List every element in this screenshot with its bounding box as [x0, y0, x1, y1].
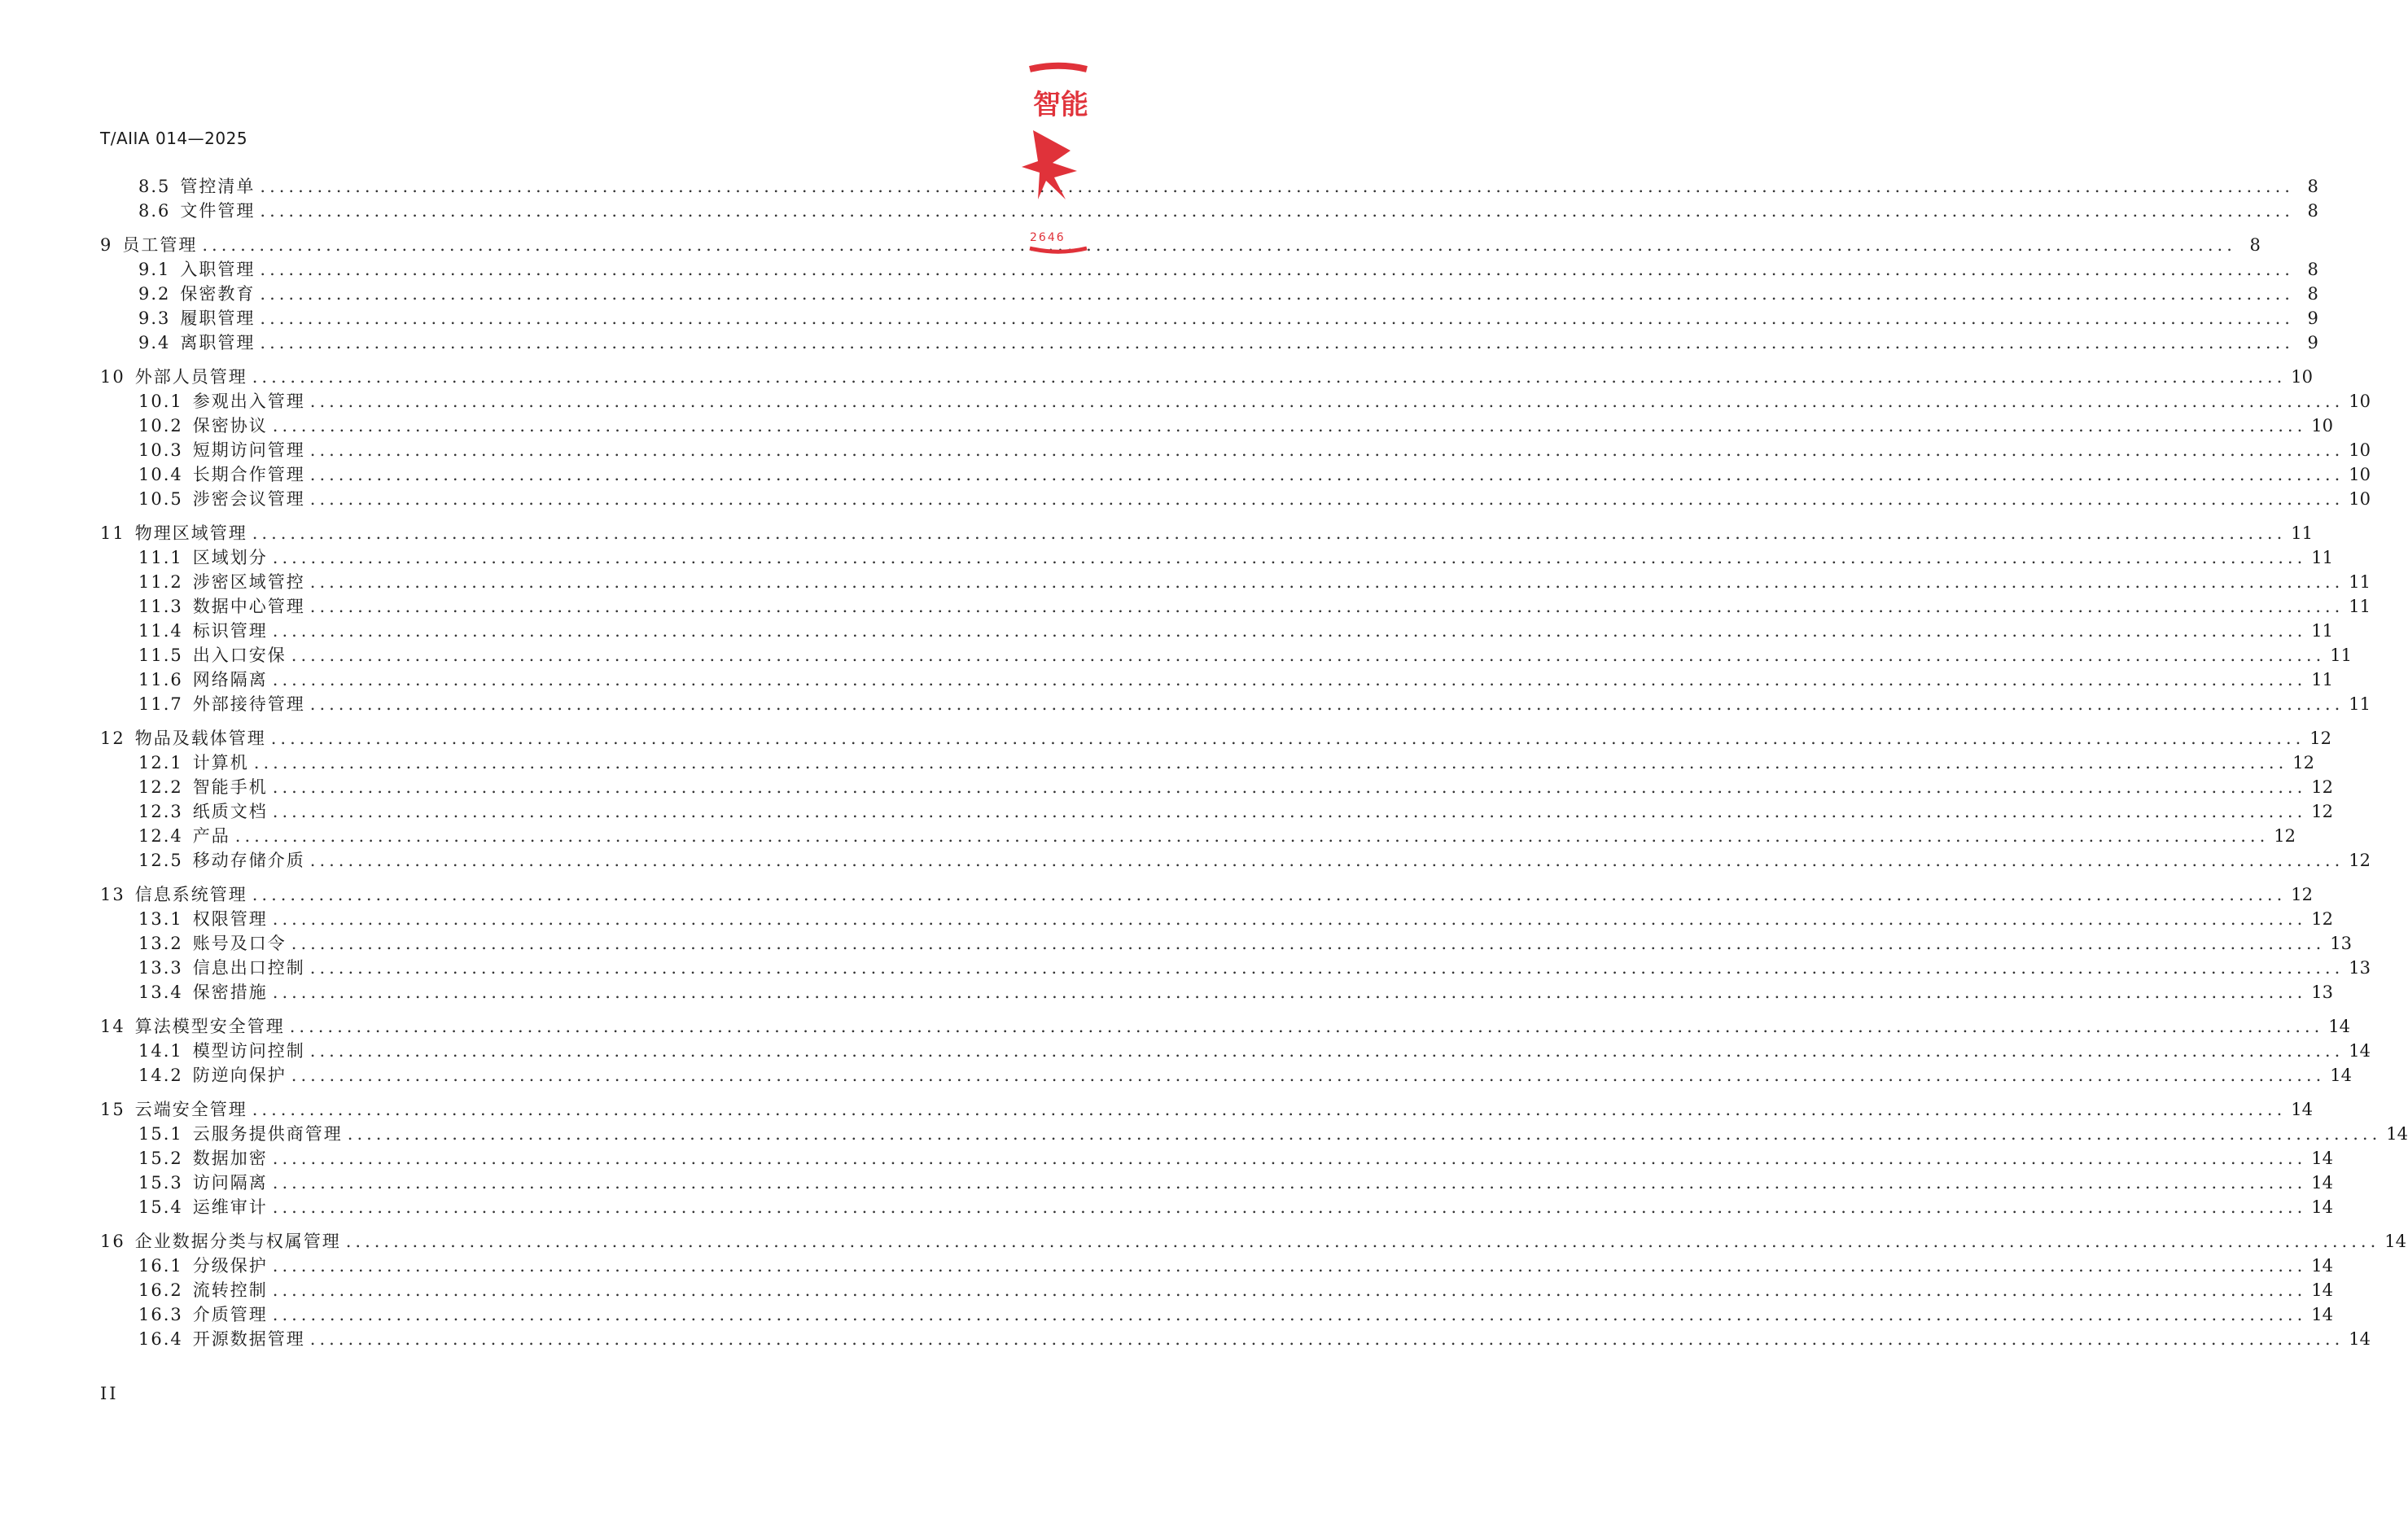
entry-number: 15 [100, 1100, 125, 1119]
dot-leader [235, 824, 2270, 848]
dot-leader [310, 570, 2345, 594]
dot-leader [310, 692, 2345, 716]
dot-leader [310, 1327, 2345, 1351]
entry-page-number: 14 [2386, 1124, 2408, 1144]
toc-section-entry[interactable] [100, 907, 2334, 931]
dot-leader [252, 365, 2287, 389]
entry-title: 入职管理 [180, 260, 256, 279]
toc-chapter-entry[interactable] [100, 521, 2313, 545]
entry-page-number: 10 [2349, 489, 2371, 509]
toc-group [100, 1014, 2371, 1088]
entry-number: 10.3 [138, 440, 183, 460]
dot-leader [252, 521, 2287, 545]
dot-leader [291, 643, 2326, 667]
entry-number: 11.4 [138, 621, 183, 641]
entry-number: 16.3 [138, 1305, 183, 1324]
entry-page-number: 8 [2307, 260, 2318, 279]
toc-chapter-entry[interactable] [100, 365, 2313, 389]
entry-title: 分级保护 [192, 1256, 268, 1276]
toc-section-entry[interactable] [100, 174, 2318, 199]
svg-text:2646: 2646 [1030, 231, 1066, 244]
entry-title: 数据中心管理 [192, 597, 305, 616]
entry-page-number: 12 [2292, 753, 2315, 772]
entry-title: 参观出入管理 [192, 392, 305, 411]
toc-section-entry[interactable] [100, 956, 2371, 980]
dot-leader [271, 726, 2305, 751]
entry-page-number: 14 [2384, 1232, 2406, 1251]
entry-page-number: 14 [2311, 1197, 2334, 1217]
entry-title: 算法模型安全管理 [134, 1017, 285, 1036]
entry-page-number: 8 [2307, 177, 2318, 196]
entry-number: 14.2 [138, 1066, 183, 1085]
dot-leader [290, 1014, 2324, 1039]
entry-number: 16 [100, 1232, 125, 1251]
entry-page-number: 11 [2330, 646, 2353, 665]
entry-page-number: 8 [2307, 201, 2318, 221]
toc-section-entry[interactable] [100, 306, 2318, 330]
entry-page-number: 12 [2311, 777, 2334, 797]
toc-section-entry[interactable] [100, 389, 2371, 414]
entry-page-number: 14 [2311, 1305, 2334, 1324]
dot-leader [291, 1063, 2326, 1088]
entry-title: 保密教育 [180, 284, 256, 304]
dot-leader [260, 199, 2294, 223]
dot-leader [260, 257, 2294, 282]
toc-chapter-entry[interactable] [100, 1097, 2313, 1122]
entry-page-number: 10 [2349, 392, 2371, 411]
entry-number: 8.6 [138, 201, 171, 221]
toc-section-entry[interactable] [100, 414, 2334, 438]
toc-section-entry[interactable] [100, 824, 2296, 848]
entry-number: 11.2 [138, 572, 183, 592]
dot-leader [348, 1122, 2382, 1146]
entry-page-number: 11 [2349, 694, 2371, 714]
entry-title: 涉密会议管理 [192, 489, 305, 509]
dot-leader [273, 545, 2307, 570]
entry-number: 13.1 [138, 909, 183, 929]
entry-number: 12.5 [138, 851, 183, 870]
toc-section-entry[interactable] [100, 1278, 2334, 1302]
toc-chapter-entry[interactable] [100, 882, 2313, 907]
entry-title: 网络隔离 [192, 670, 268, 689]
entry-page-number: 8 [2249, 235, 2261, 255]
entry-page-number: 12 [2311, 909, 2334, 929]
toc-section-entry[interactable] [100, 775, 2334, 799]
entry-title: 短期访问管理 [192, 440, 305, 460]
dot-leader [273, 1278, 2307, 1302]
dot-leader [260, 330, 2294, 355]
entry-title: 数据加密 [192, 1149, 268, 1168]
entry-page-number: 14 [2328, 1017, 2350, 1036]
dot-leader [260, 282, 2294, 306]
toc-section-entry[interactable] [100, 1327, 2371, 1351]
entry-number: 10.4 [138, 465, 183, 484]
toc-section-entry[interactable] [100, 594, 2371, 619]
dot-leader [273, 1195, 2307, 1219]
entry-page-number: 12 [2349, 851, 2371, 870]
entry-title: 模型访问控制 [192, 1041, 305, 1061]
entry-number: 15.2 [138, 1149, 183, 1168]
entry-title: 履职管理 [180, 309, 256, 328]
entry-title: 区域划分 [192, 548, 268, 567]
toc-section-entry[interactable] [100, 1254, 2334, 1278]
entry-title: 长期合作管理 [192, 465, 305, 484]
entry-title: 运维审计 [192, 1197, 268, 1217]
toc-section-entry[interactable] [100, 462, 2371, 487]
dot-leader [291, 931, 2326, 956]
entry-title: 保密协议 [192, 416, 268, 435]
toc-section-entry[interactable] [100, 751, 2315, 775]
entry-title: 离职管理 [180, 333, 256, 352]
entry-title: 移动存储介质 [192, 851, 305, 870]
entry-number: 13.4 [138, 983, 183, 1002]
entry-page-number: 14 [2311, 1280, 2334, 1300]
entry-page-number: 11 [2291, 523, 2313, 543]
entry-number: 10.2 [138, 416, 183, 435]
dot-leader [273, 907, 2307, 931]
dot-leader [310, 487, 2345, 511]
entry-page-number: 10 [2291, 367, 2313, 387]
dot-leader [273, 1254, 2307, 1278]
entry-number: 9.4 [138, 333, 171, 352]
toc-section-entry[interactable] [100, 1195, 2334, 1219]
entry-title: 管控清单 [180, 177, 256, 196]
toc-section-entry[interactable] [100, 1302, 2334, 1327]
dot-leader [346, 1229, 2380, 1254]
toc-group [100, 174, 2318, 223]
entry-title: 物品及载体管理 [134, 729, 266, 748]
entry-number: 15.4 [138, 1197, 183, 1217]
entry-page-number: 14 [2311, 1149, 2334, 1168]
dot-leader [310, 1039, 2345, 1063]
page-number: II [100, 1384, 119, 1403]
dot-leader [310, 438, 2345, 462]
entry-title: 纸质文档 [192, 802, 268, 821]
entry-title: 账号及口令 [192, 934, 287, 953]
entry-number: 14.1 [138, 1041, 183, 1061]
dot-leader [310, 389, 2345, 414]
dot-leader [310, 956, 2345, 980]
entry-title: 保密措施 [192, 983, 268, 1002]
entry-number: 13.2 [138, 934, 183, 953]
entry-number: 12.2 [138, 777, 183, 797]
toc-chapter-entry[interactable] [100, 726, 2331, 751]
red-seal-stamp [1022, 65, 1088, 301]
entry-title: 信息出口控制 [192, 958, 305, 978]
svg-text:智能: 智能 [1033, 89, 1088, 121]
toc-section-entry[interactable] [100, 570, 2371, 594]
entry-number: 11.1 [138, 548, 183, 567]
entry-title: 外部人员管理 [134, 367, 247, 387]
entry-number: 11.5 [138, 646, 183, 665]
entry-number: 13 [100, 885, 125, 904]
entry-page-number: 14 [2291, 1100, 2313, 1119]
toc-section-entry[interactable] [100, 257, 2318, 282]
entry-title: 外部接待管理 [192, 694, 305, 714]
entry-number: 12.1 [138, 753, 183, 772]
entry-number: 9.1 [138, 260, 171, 279]
entry-title: 云端安全管理 [134, 1100, 247, 1119]
entry-number: 9.3 [138, 309, 171, 328]
entry-title: 访问隔离 [192, 1173, 268, 1193]
entry-number: 11.7 [138, 694, 183, 714]
entry-page-number: 10 [2349, 465, 2371, 484]
entry-page-number: 11 [2311, 548, 2334, 567]
entry-page-number: 11 [2349, 597, 2371, 616]
entry-number: 14 [100, 1017, 125, 1036]
toc-section-entry[interactable] [100, 643, 2353, 667]
toc-section-entry[interactable] [100, 848, 2371, 873]
entry-page-number: 12 [2311, 802, 2334, 821]
entry-title: 文件管理 [180, 201, 256, 221]
dot-leader [273, 667, 2307, 692]
entry-title: 云服务提供商管理 [192, 1124, 343, 1144]
toc-section-entry[interactable] [100, 799, 2334, 824]
entry-title: 介质管理 [192, 1305, 268, 1324]
dot-leader [273, 414, 2307, 438]
dot-leader [273, 1171, 2307, 1195]
entry-title: 智能手机 [192, 777, 268, 797]
toc-section-entry[interactable] [100, 931, 2353, 956]
entry-page-number: 11 [2349, 572, 2371, 592]
entry-number: 12.4 [138, 826, 183, 846]
entry-number: 11.6 [138, 670, 183, 689]
entry-page-number: 9 [2307, 309, 2318, 328]
toc-section-entry[interactable] [100, 692, 2371, 716]
entry-title: 防逆向保护 [192, 1066, 287, 1085]
entry-number: 15.1 [138, 1124, 183, 1144]
dot-leader [254, 751, 2288, 775]
entry-number: 16.2 [138, 1280, 183, 1300]
entry-title: 出入口安保 [192, 646, 287, 665]
toc-section-entry[interactable] [100, 1122, 2408, 1146]
entry-page-number: 12 [2274, 826, 2296, 846]
entry-number: 10.1 [138, 392, 183, 411]
entry-title: 信息系统管理 [134, 885, 247, 904]
entry-title: 涉密区域管控 [192, 572, 305, 592]
dot-leader [260, 174, 2294, 199]
toc-group [100, 882, 2371, 1004]
entry-page-number: 14 [2311, 1173, 2334, 1193]
toc-section-entry[interactable] [100, 438, 2371, 462]
entry-page-number: 13 [2330, 934, 2353, 953]
dot-leader [273, 1146, 2307, 1171]
entry-number: 15.3 [138, 1173, 183, 1193]
entry-title: 员工管理 [122, 235, 198, 255]
entry-page-number: 12 [2309, 729, 2331, 748]
toc-section-entry[interactable] [100, 1146, 2334, 1171]
dot-leader [260, 306, 2294, 330]
entry-number: 12 [100, 729, 125, 748]
toc-group [100, 726, 2371, 873]
entry-page-number: 10 [2349, 440, 2371, 460]
entry-number: 10.5 [138, 489, 183, 509]
dot-leader [310, 594, 2345, 619]
entry-page-number: 14 [2349, 1329, 2371, 1349]
entry-number: 9.2 [138, 284, 171, 304]
entry-page-number: 13 [2349, 958, 2371, 978]
entry-title: 计算机 [192, 753, 249, 772]
dot-leader [273, 980, 2307, 1004]
entry-number: 8.5 [138, 177, 171, 196]
standard-number: T/AIIA 014—2025 [100, 129, 248, 148]
entry-number: 13.3 [138, 958, 183, 978]
toc-section-entry[interactable] [100, 1039, 2371, 1063]
toc-section-entry[interactable] [100, 1063, 2353, 1088]
entry-number: 9 [100, 235, 113, 255]
dot-leader [273, 775, 2307, 799]
toc-chapter-entry[interactable] [100, 1229, 2406, 1254]
entry-number: 11.3 [138, 597, 183, 616]
toc-section-entry[interactable] [100, 545, 2334, 570]
dot-leader [273, 1302, 2307, 1327]
toc-group [100, 365, 2371, 511]
dot-leader [310, 462, 2345, 487]
toc-group [100, 1229, 2406, 1351]
dot-leader [252, 882, 2287, 907]
entry-number: 16.1 [138, 1256, 183, 1276]
entry-number: 11 [100, 523, 125, 543]
dot-leader [202, 233, 2236, 257]
toc-section-entry[interactable] [100, 199, 2318, 223]
entry-title: 物理区域管理 [134, 523, 247, 543]
dot-leader [273, 799, 2307, 824]
toc-section-entry[interactable] [100, 1171, 2334, 1195]
entry-page-number: 14 [2330, 1066, 2353, 1085]
entry-page-number: 13 [2311, 983, 2334, 1002]
entry-page-number: 10 [2311, 416, 2334, 435]
entry-page-number: 14 [2311, 1256, 2334, 1276]
toc-section-entry[interactable] [100, 980, 2334, 1004]
toc-chapter-entry[interactable] [100, 1014, 2350, 1039]
entry-number: 12.3 [138, 802, 183, 821]
entry-title: 权限管理 [192, 909, 268, 929]
entry-page-number: 8 [2307, 284, 2318, 304]
entry-page-number: 11 [2311, 621, 2334, 641]
dot-leader [252, 1097, 2287, 1122]
entry-page-number: 9 [2307, 333, 2318, 352]
entry-title: 流转控制 [192, 1280, 268, 1300]
entry-number: 16.4 [138, 1329, 183, 1349]
toc-section-entry[interactable] [100, 330, 2318, 355]
toc-section-entry[interactable] [100, 487, 2371, 511]
dot-leader [310, 848, 2345, 873]
entry-page-number: 11 [2311, 670, 2334, 689]
dot-leader [273, 619, 2307, 643]
entry-page-number: 14 [2349, 1041, 2371, 1061]
toc-section-entry[interactable] [100, 619, 2334, 643]
toc-group [100, 1097, 2408, 1219]
entry-title: 产品 [192, 826, 230, 846]
entry-number: 10 [100, 367, 125, 387]
toc-section-entry[interactable] [100, 667, 2334, 692]
toc-group [100, 521, 2371, 716]
entry-title: 企业数据分类与权属管理 [134, 1232, 341, 1251]
toc-section-entry[interactable] [100, 282, 2318, 306]
entry-title: 标识管理 [192, 621, 268, 641]
entry-page-number: 12 [2291, 885, 2313, 904]
entry-title: 开源数据管理 [192, 1329, 305, 1349]
